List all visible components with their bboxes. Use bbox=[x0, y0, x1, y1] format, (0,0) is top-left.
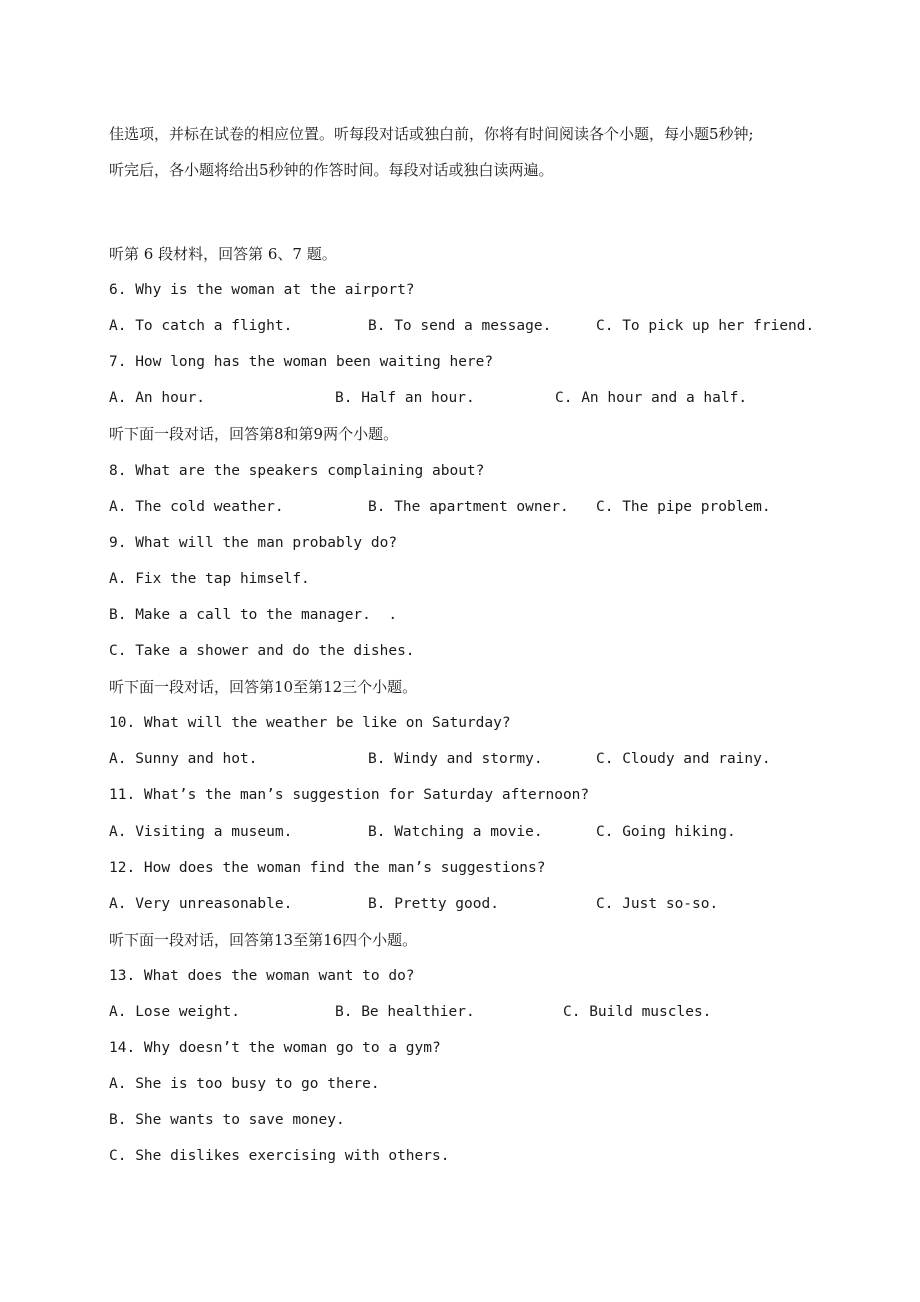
option-b: B. Be healthier. bbox=[335, 1003, 475, 1020]
options-row bbox=[109, 814, 829, 850]
options-row bbox=[109, 994, 829, 1030]
option-b: B. Half an hour. bbox=[335, 390, 475, 407]
option-c: C. Take a shower and do the dishes. bbox=[109, 643, 415, 660]
option-b: B. Windy and stormy. bbox=[368, 751, 543, 768]
instruction-line: 佳选项，并标在试卷的相应位置。听每段对话或独白前，你将有时间阅读各个小题，每小题5秒钟; bbox=[109, 125, 754, 143]
options-row bbox=[109, 741, 829, 777]
option-c: C. Just so-so. bbox=[596, 895, 719, 912]
section-heading: 听下面一段对话，回答第10至第12三个小题。 bbox=[109, 678, 418, 697]
option-a: A. To catch a flight. bbox=[109, 318, 293, 335]
option-a: A. Very unreasonable. bbox=[109, 895, 293, 912]
question-stem: 8. What are the speakers complaining about? bbox=[109, 462, 485, 479]
option-a: A. Sunny and hot. bbox=[109, 751, 258, 768]
option-c: C. The pipe problem. bbox=[596, 498, 771, 515]
option-c: C. Build muscles. bbox=[563, 1003, 712, 1020]
option-c: C. An hour and a half. bbox=[555, 390, 748, 407]
option-c: C. To pick up her friend. bbox=[596, 318, 815, 335]
option-b: B. Make a call to the manager. . bbox=[109, 606, 398, 623]
option-a: A. Fix the tap himself. bbox=[109, 570, 310, 587]
options-row bbox=[109, 489, 829, 525]
option-a: A. She is too busy to go there. bbox=[109, 1076, 380, 1093]
section-heading: 听第 6 段材料，回答第 6、7 题。 bbox=[109, 245, 337, 263]
question-stem: 10. What will the weather be like on Saturday? bbox=[109, 715, 511, 732]
option-b: B. Watching a movie. bbox=[368, 823, 543, 840]
option-a: A. Lose weight. bbox=[109, 1003, 240, 1020]
option-b: B. To send a message. bbox=[368, 318, 552, 335]
instruction-line: 听完后，各小题将给出5秒钟的作答时间。每段对话或独白读两遍。 bbox=[109, 161, 554, 179]
option-a: A. Visiting a museum. bbox=[109, 823, 293, 840]
section-heading: 听下面一段对话，回答第8和第9两个小题。 bbox=[109, 425, 399, 444]
instructions bbox=[109, 116, 809, 188]
question-stem: 14. Why doesn’t the woman go to a gym? bbox=[109, 1040, 441, 1057]
section-heading: 听下面一段对话，回答第13至第16四个小题。 bbox=[109, 930, 418, 949]
question-stem: 12. How does the woman find the man’s suggestions? bbox=[109, 859, 546, 876]
question-stem: 11. What’s the man’s suggestion for Saturday afternoon? bbox=[109, 787, 590, 804]
question-stem: 13. What does the woman want to do? bbox=[109, 967, 415, 984]
option-c: C. Cloudy and rainy. bbox=[596, 751, 771, 768]
question-list bbox=[109, 236, 829, 1174]
option-c: C. Going hiking. bbox=[596, 823, 736, 840]
options-row bbox=[109, 886, 829, 922]
options-row bbox=[109, 380, 829, 416]
question-stem: 9. What will the man probably do? bbox=[109, 534, 398, 551]
options-row bbox=[109, 308, 829, 344]
option-b: B. The apartment owner. bbox=[368, 498, 569, 515]
option-a: A. The cold weather. bbox=[109, 498, 284, 515]
option-b: B. She wants to save money. bbox=[109, 1112, 345, 1129]
option-b: B. Pretty good. bbox=[368, 895, 499, 912]
question-stem: 7. How long has the woman been waiting here? bbox=[109, 354, 494, 371]
option-a: A. An hour. bbox=[109, 390, 206, 407]
question-stem: 6. Why is the woman at the airport? bbox=[109, 282, 415, 299]
option-c: C. She dislikes exercising with others. bbox=[109, 1148, 450, 1165]
